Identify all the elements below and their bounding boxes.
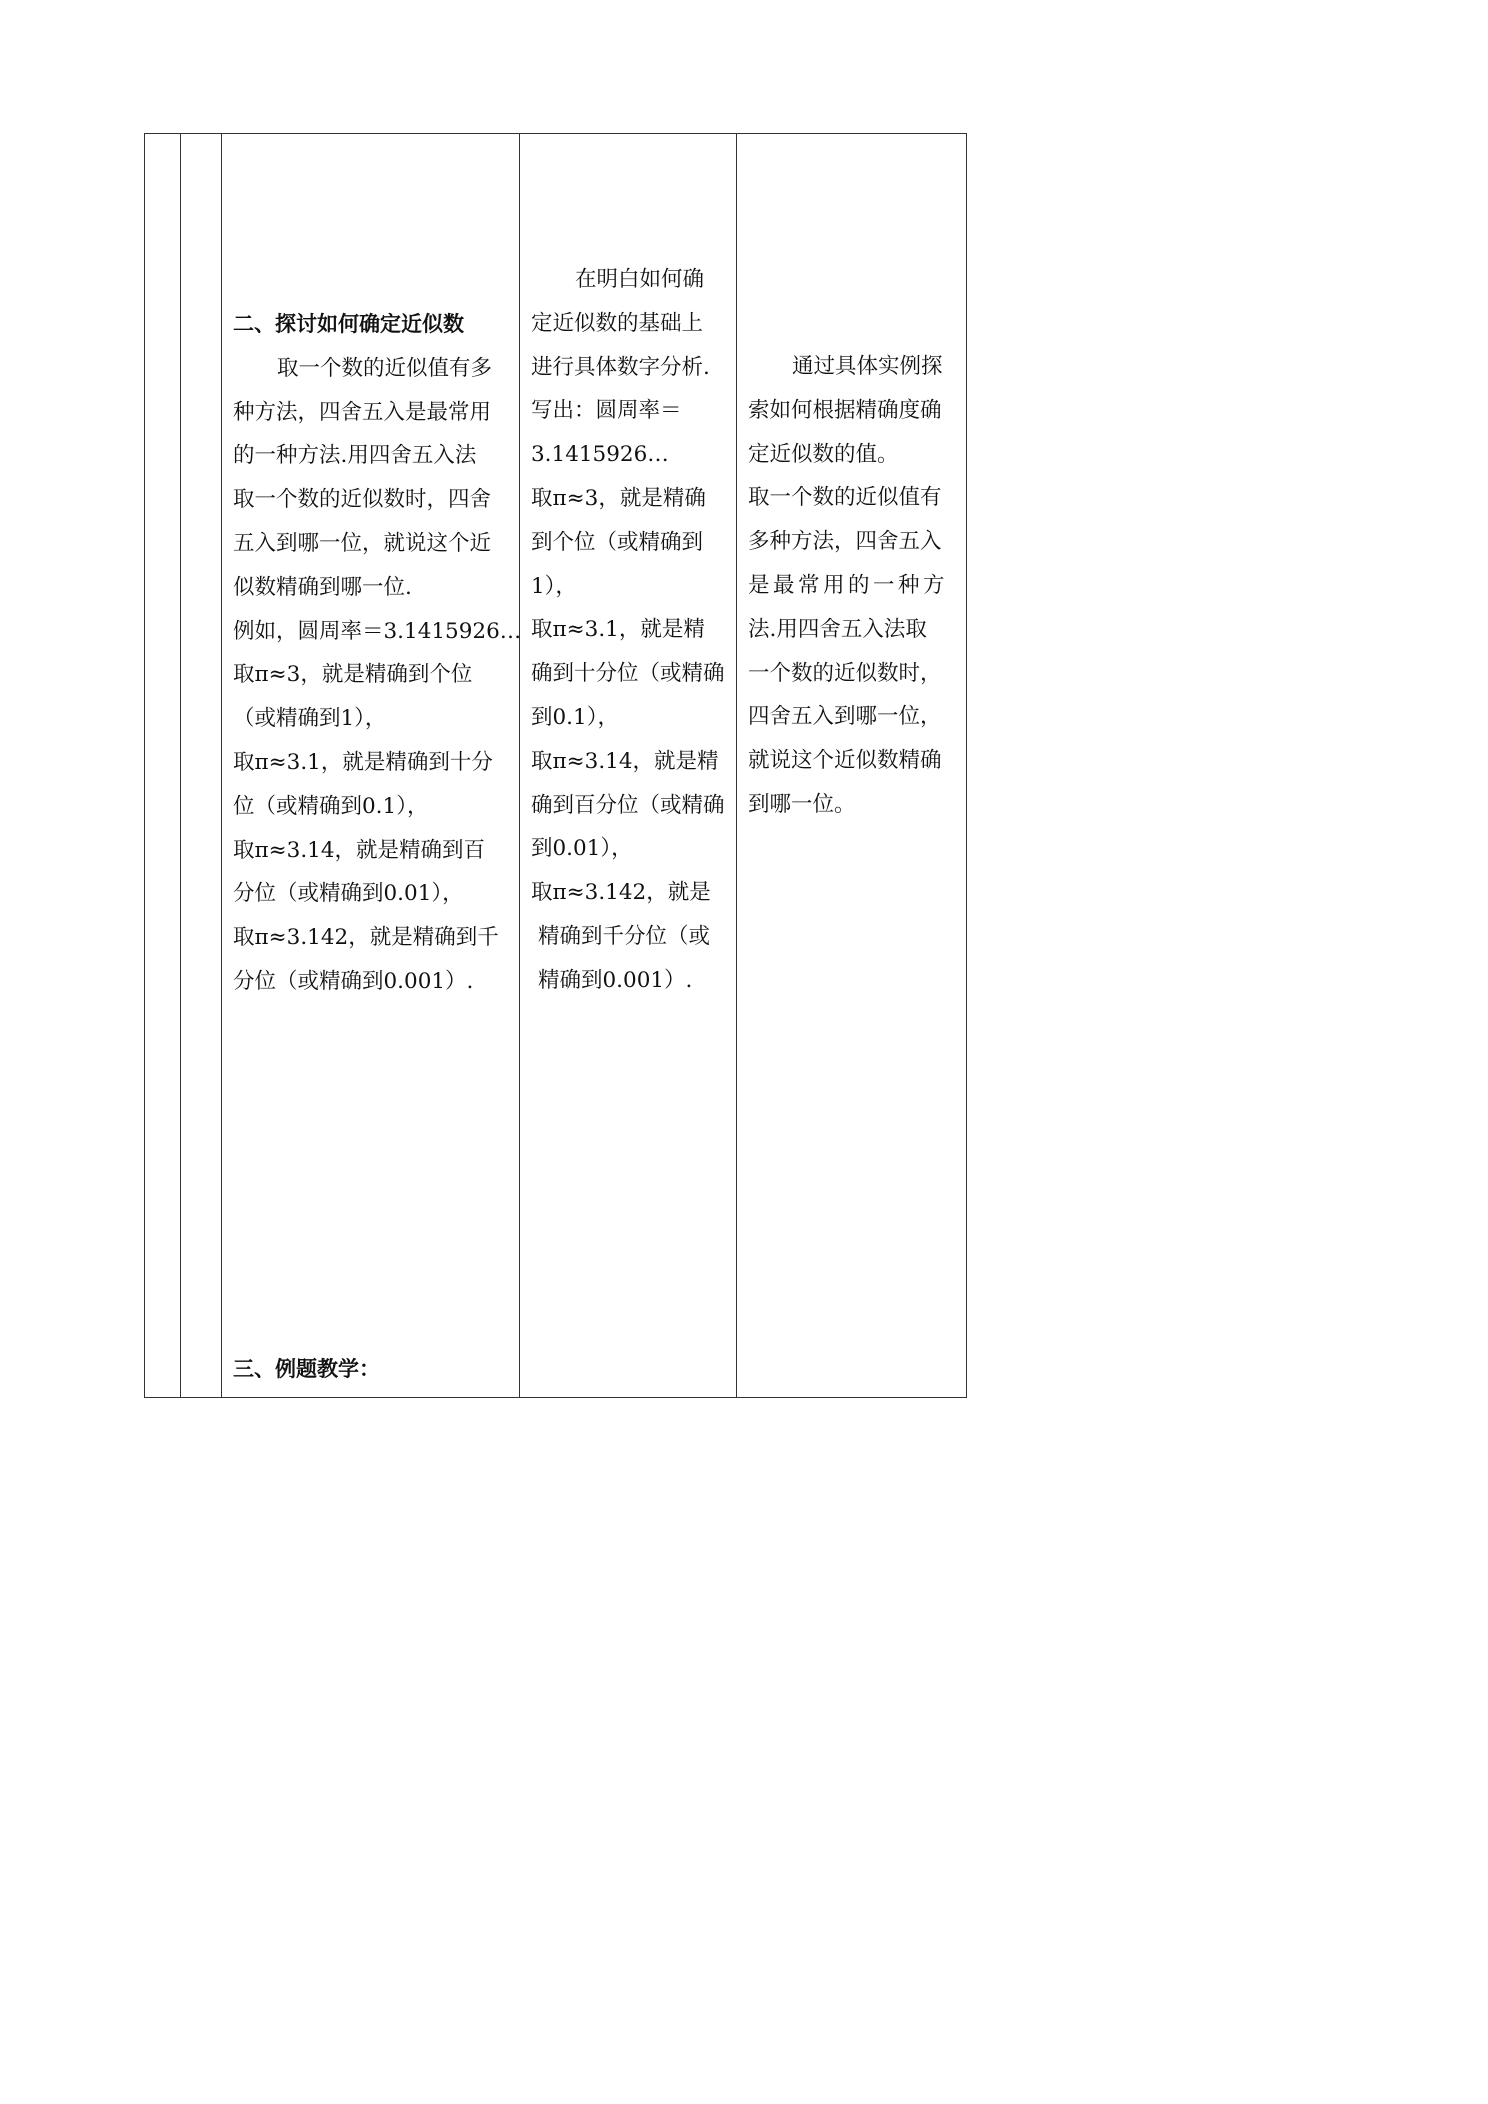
column-divider-3 — [519, 133, 520, 1398]
activity-line: 取π≈3，就是精确 — [531, 485, 706, 511]
activity-line: 3.1415926… — [531, 442, 669, 468]
activity-line: 确到十分位（或精确 — [531, 661, 725, 687]
intent-line: 多种方法，四舍五入 — [748, 529, 942, 555]
content-line: 取一个数的近似数时，四舍 — [233, 487, 492, 513]
content-line: 取π≈3.142，就是精确到千 — [233, 925, 499, 951]
intent-line: 定近似数的值。 — [748, 441, 899, 467]
content-line: 似数精确到哪一位. — [233, 574, 412, 600]
column-divider-2 — [221, 133, 222, 1398]
content-line: 五入到哪一位，就说这个近 — [233, 530, 492, 556]
intent-line: 取一个数的近似值有 — [748, 485, 942, 511]
activity-line: 进行具体数字分析. — [531, 354, 710, 380]
content-line: （或精确到1）， — [233, 706, 387, 732]
intent-line: 就说这个近似数精确 — [748, 748, 942, 774]
section-heading-3: 三、例题教学： — [233, 1357, 380, 1381]
activity-line: 到0.01）， — [531, 836, 633, 862]
content-line: 分位（或精确到0.001）. — [233, 968, 474, 994]
content-line: 分位（或精确到0.01）， — [233, 881, 464, 907]
activity-line: 写出：圆周率＝ — [531, 398, 682, 424]
activity-line: 到个位（或精确到 — [531, 529, 704, 555]
content-line: 的一种方法.用四舍五入法 — [233, 443, 477, 469]
activity-line: 取π≈3.1，就是精 — [531, 617, 705, 643]
activity-line: 取π≈3.14，就是精 — [531, 748, 719, 774]
design-intent-cell — [748, 345, 960, 827]
content-line: 种方法，四舍五入是最常用 — [233, 399, 492, 425]
student-activity-cell — [531, 258, 729, 1003]
intent-line: 索如何根据精确度确 — [748, 397, 942, 423]
activity-line: 精确到0.001）. — [538, 967, 693, 993]
intent-line: 一个数的近似数时， — [748, 660, 942, 686]
content-line: 取一个数的近似值有多 — [277, 355, 493, 381]
activity-line: 定近似数的基础上 — [531, 310, 704, 336]
activity-line: 1）， — [531, 573, 577, 599]
content-line: 取π≈3.1，就是精确到十分 — [233, 749, 493, 775]
content-line: 例如，圆周率＝3.1415926… — [233, 618, 522, 644]
activity-line: 取π≈3.142，就是 — [531, 880, 711, 906]
activity-line: 在明白如何确 — [575, 267, 705, 292]
activity-line: 到0.1）， — [531, 704, 619, 730]
column-divider-4 — [736, 133, 737, 1398]
activity-line: 确到百分位（或精确 — [531, 792, 725, 818]
activity-line: 精确到千分位（或 — [538, 923, 711, 949]
intent-line: 到哪一位。 — [748, 791, 856, 817]
section-heading-2: 二、探讨如何确定近似数 — [233, 312, 464, 336]
column-divider-1 — [180, 133, 181, 1398]
intent-line: 是最常用的一种方 — [748, 572, 949, 598]
content-line: 位（或精确到0.1）， — [233, 793, 429, 819]
teaching-content-cell — [233, 303, 522, 1004]
content-line: 取π≈3，就是精确到个位 — [233, 662, 473, 688]
content-line: 取π≈3.14，就是精确到百 — [233, 837, 486, 863]
intent-line: 四舍五入到哪一位， — [748, 704, 942, 730]
section-3-cell — [233, 1348, 511, 1392]
intent-line: 通过具体实例探 — [792, 354, 943, 379]
intent-line: 法.用四舍五入法取 — [748, 616, 927, 642]
